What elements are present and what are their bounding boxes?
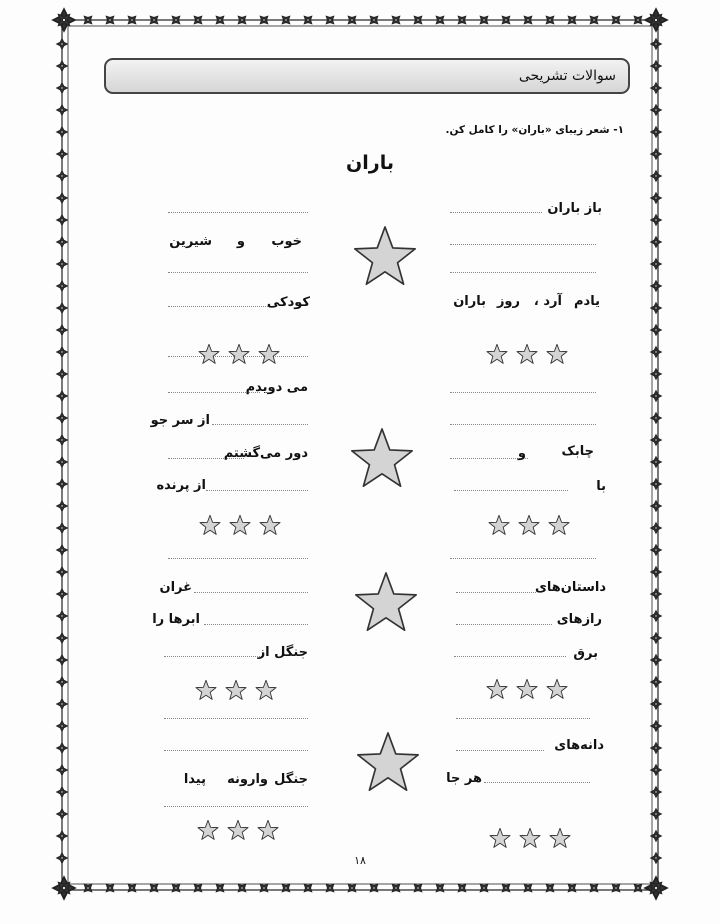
poem-word: غران: [159, 580, 192, 595]
poem-word: دانه‌های: [554, 738, 604, 753]
answer-line[interactable]: [194, 592, 308, 593]
answer-line[interactable]: [164, 718, 308, 719]
poem-word: باز باران: [547, 201, 602, 216]
answer-line[interactable]: [456, 624, 552, 625]
poem-word: رازهای: [556, 612, 602, 627]
small-star-icon: [486, 343, 508, 365]
answer-line[interactable]: [206, 490, 308, 491]
small-star-icon: [519, 827, 541, 849]
poem-word: خوب: [271, 234, 302, 249]
question-instruction: ۱- شعر زیبای «باران» را کامل کن.: [445, 124, 624, 136]
small-star-icon: [199, 514, 221, 536]
answer-line[interactable]: [168, 558, 308, 559]
small-star-icon: [259, 514, 281, 536]
answer-line[interactable]: [168, 212, 308, 213]
small-star-icon: [257, 819, 279, 841]
answer-line[interactable]: [164, 656, 262, 657]
poem-word: با: [596, 479, 606, 494]
poem-word: داستان‌های: [534, 580, 606, 595]
answer-line[interactable]: [204, 624, 308, 625]
poem-word: دور می‌گشتم: [223, 446, 308, 461]
small-star-icon: [258, 343, 280, 365]
small-star-icon: [198, 343, 220, 365]
star-icon: [355, 729, 421, 795]
answer-line[interactable]: [450, 272, 596, 273]
poem-word: روز: [496, 294, 520, 309]
answer-line[interactable]: [164, 806, 308, 807]
answer-line[interactable]: [456, 592, 536, 593]
poem-word: ابرها را: [152, 612, 200, 627]
poem-word: برق: [573, 646, 598, 661]
answer-line[interactable]: [164, 750, 308, 751]
answer-line[interactable]: [450, 392, 596, 393]
answer-line[interactable]: [168, 272, 308, 273]
small-star-icon: [546, 678, 568, 700]
star-icon: [353, 569, 419, 635]
poem-word: و: [236, 234, 245, 249]
answer-line[interactable]: [454, 656, 566, 657]
small-star-icon: [488, 514, 510, 536]
section-title: سوالات تشریحی: [518, 68, 616, 84]
small-star-icon: [516, 343, 538, 365]
small-star-icon: [548, 514, 570, 536]
answer-line[interactable]: [456, 750, 544, 751]
poem-word: باران: [453, 294, 486, 309]
poem-word: جنگل از: [257, 645, 308, 660]
poem-word: از پرنده: [156, 478, 206, 493]
small-star-icon: [228, 343, 250, 365]
poem-word: پیدا: [183, 772, 206, 787]
small-star-icon: [489, 827, 511, 849]
small-star-icon: [197, 819, 219, 841]
poem-word: آرد ،: [533, 294, 562, 309]
star-icon: [349, 425, 415, 491]
small-star-icon: [229, 514, 251, 536]
answer-line[interactable]: [450, 244, 596, 245]
answer-line[interactable]: [456, 718, 590, 719]
small-star-icon: [486, 678, 508, 700]
small-star-icon: [255, 679, 277, 701]
answer-line[interactable]: [450, 558, 596, 559]
small-star-icon: [225, 679, 247, 701]
poem-word: وارونه: [227, 772, 268, 787]
small-star-icon: [516, 678, 538, 700]
poem-word: و: [517, 446, 526, 461]
small-star-icon: [195, 679, 217, 701]
poem-word: چابک: [561, 444, 594, 459]
poem-word: هر جا: [446, 771, 482, 786]
small-star-icon: [518, 514, 540, 536]
answer-line[interactable]: [212, 424, 308, 425]
answer-line[interactable]: [168, 306, 268, 307]
poem-word: یادم: [574, 294, 600, 309]
answer-line[interactable]: [450, 212, 542, 213]
answer-line[interactable]: [450, 458, 528, 459]
poem-word: از سر جو: [150, 413, 210, 428]
poem-word: جنگل: [274, 772, 308, 787]
small-star-icon: [546, 343, 568, 365]
answer-line[interactable]: [454, 490, 568, 491]
section-header: [104, 58, 630, 94]
small-star-icon: [227, 819, 249, 841]
poem-word: شیرین: [169, 234, 212, 249]
page-number: ۱۸: [354, 854, 366, 867]
poem-title: باران: [346, 152, 394, 174]
star-icon: [352, 223, 418, 289]
answer-line[interactable]: [450, 424, 596, 425]
answer-line[interactable]: [484, 782, 590, 783]
small-star-icon: [549, 827, 571, 849]
poem-word: کودکی: [266, 295, 310, 310]
poem-word: می دویدم: [245, 380, 308, 395]
